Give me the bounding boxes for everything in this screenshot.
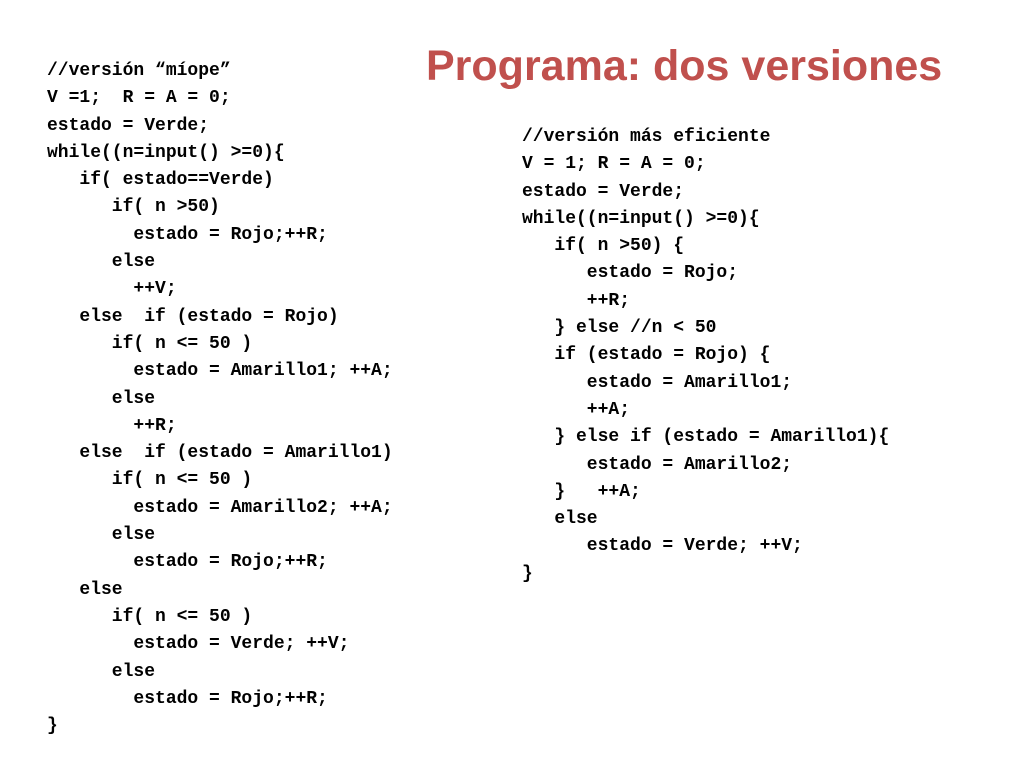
code-line: estado = Rojo;++R; bbox=[47, 552, 328, 573]
code-line: if( n >50) { bbox=[522, 236, 685, 257]
slide-title: Programa: dos versiones bbox=[426, 42, 943, 90]
code-line: else bbox=[47, 252, 156, 273]
code-line: ++R; bbox=[522, 290, 631, 311]
code-line: else bbox=[522, 509, 598, 530]
code-line: ++V; bbox=[47, 279, 177, 300]
code-line: else if (estado = Rojo) bbox=[47, 306, 339, 327]
code-line: if( estado==Verde) bbox=[47, 170, 274, 191]
code-line: //versión “míope” bbox=[47, 61, 231, 81]
code-line: if( n >50) bbox=[47, 197, 220, 218]
code-line: //versión más eficiente bbox=[522, 127, 771, 147]
code-line: estado = Rojo; bbox=[522, 263, 739, 284]
code-line: } else if (estado = Amarillo1){ bbox=[522, 427, 890, 448]
code-block-miope-version bbox=[47, 58, 393, 740]
code-line: else bbox=[47, 579, 123, 600]
code-line: V =1; R = A = 0; bbox=[47, 88, 231, 109]
code-line: while((n=input() >=0){ bbox=[522, 208, 760, 229]
code-line: estado = Amarillo2; ++A; bbox=[47, 497, 393, 518]
code-line: if( n <= 50 ) bbox=[47, 470, 253, 491]
code-line: else bbox=[47, 388, 156, 409]
code-line: estado = Verde; ++V; bbox=[47, 634, 350, 655]
code-line: } ++A; bbox=[522, 481, 641, 502]
code-line: } bbox=[522, 563, 533, 584]
code-line: estado = Verde; ++V; bbox=[522, 536, 803, 557]
code-line: else bbox=[47, 661, 156, 682]
code-line: ++R; bbox=[47, 415, 177, 436]
code-line: estado = Amarillo2; bbox=[522, 454, 793, 475]
code-line: estado = Amarillo1; ++A; bbox=[47, 361, 393, 382]
code-line: estado = Amarillo1; bbox=[522, 372, 793, 393]
code-line: if (estado = Rojo) { bbox=[522, 345, 771, 366]
code-block-efficient-version bbox=[522, 124, 889, 588]
code-line: else if (estado = Amarillo1) bbox=[47, 443, 393, 464]
code-line: estado = Verde; bbox=[47, 115, 210, 136]
code-line: } bbox=[47, 716, 58, 737]
code-line: estado = Rojo;++R; bbox=[47, 688, 328, 709]
code-line: if( n <= 50 ) bbox=[47, 606, 253, 627]
code-line: else bbox=[47, 525, 156, 546]
code-line: if( n <= 50 ) bbox=[47, 333, 253, 354]
code-line: V = 1; R = A = 0; bbox=[522, 154, 706, 175]
code-line: estado = Rojo;++R; bbox=[47, 224, 328, 245]
code-line: ++A; bbox=[522, 399, 631, 420]
code-line: estado = Verde; bbox=[522, 181, 685, 202]
code-line: while((n=input() >=0){ bbox=[47, 142, 285, 163]
code-line: } else //n < 50 bbox=[522, 318, 717, 339]
